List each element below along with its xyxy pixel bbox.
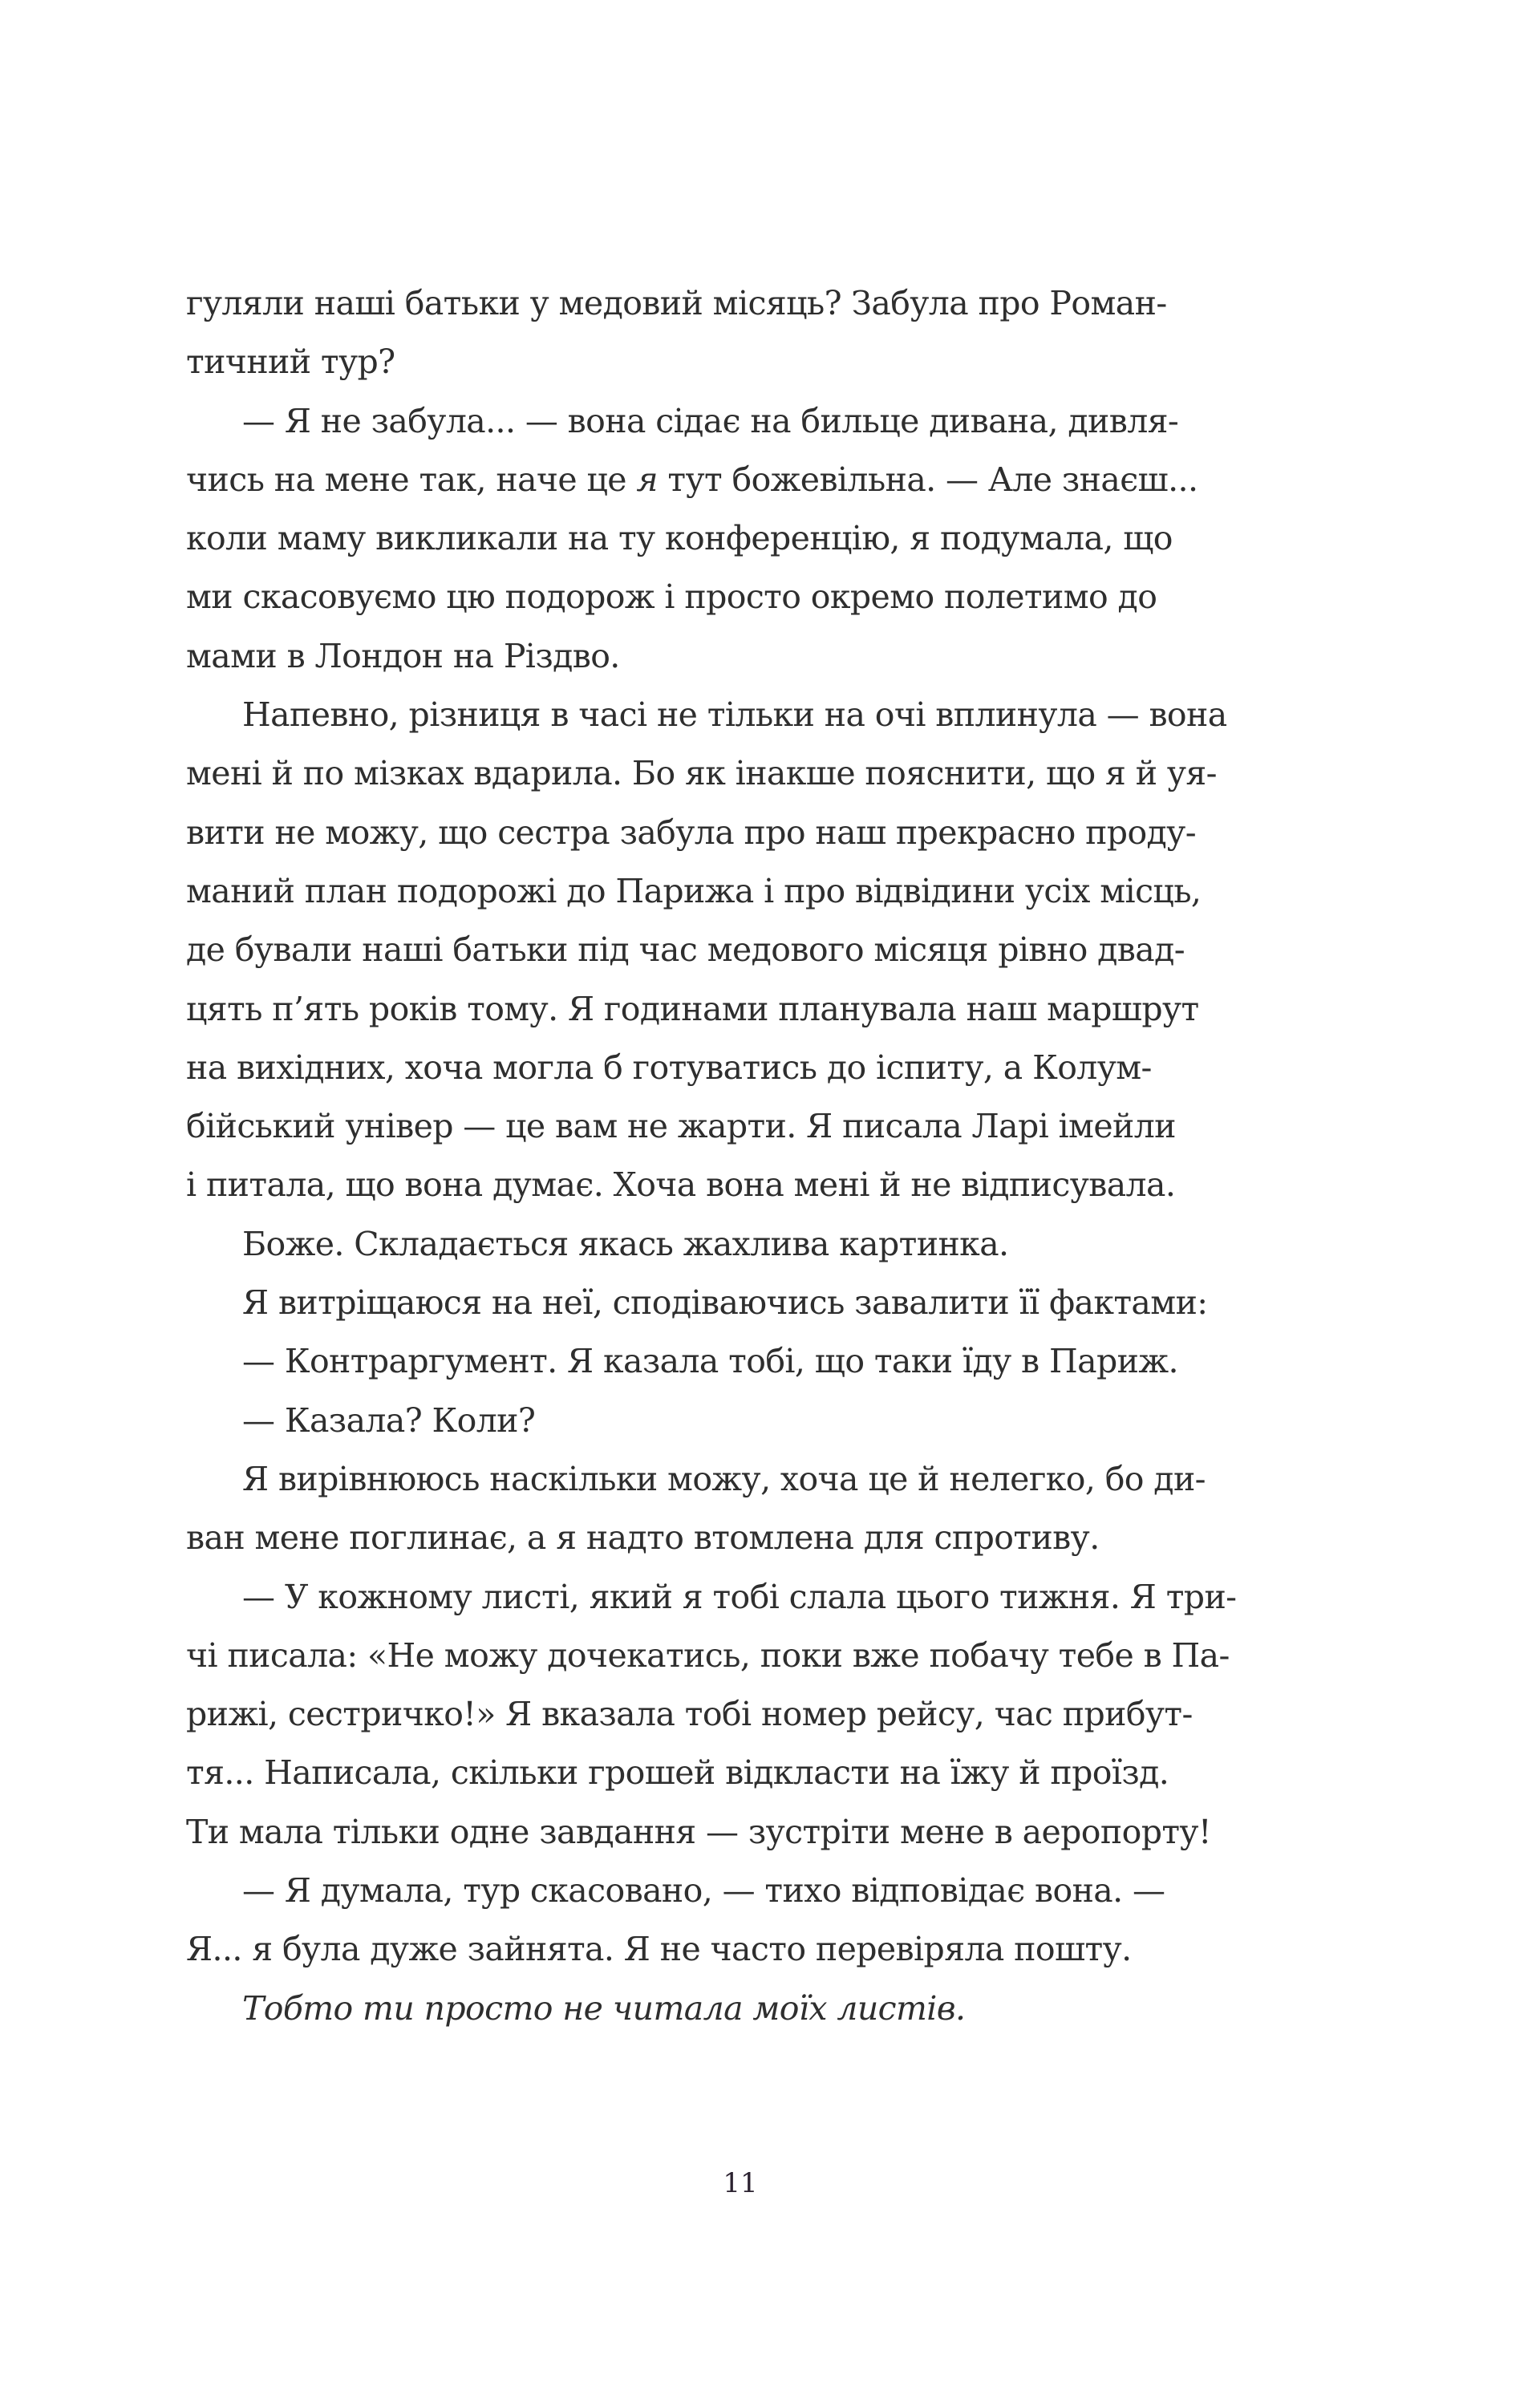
text-line: вити не можу, що сестра забула про наш прекрасно проду- — [186, 812, 1196, 852]
body-text — [186, 274, 1298, 2038]
text-line: — У кожному листі, який я тобі слала цього тижня. Я три- — [242, 1577, 1237, 1616]
text-line: Напевно, різниця в часі не тільки на очі вплинула — вона — [242, 695, 1227, 735]
text-line: — Я думала, тур скасовано, — тихо відповідає вона. — — [242, 1871, 1165, 1911]
text-line: тя... Написала, скільки грошей відкласти на їжу й проїзд. — [186, 1753, 1169, 1793]
text-line: на вихідних, хоча могла б готуватись до іспиту, а Колум- — [186, 1048, 1152, 1087]
text-line: ван мене поглинає, а я надто втомлена для спротиву. — [186, 1518, 1100, 1558]
text-line: рижі, сестричко!» Я вказала тобі номер рейсу, час прибут- — [186, 1695, 1193, 1734]
text-line: — Контраргумент. Я казала тобі, що таки їду в Париж. — [242, 1342, 1178, 1381]
text-line: мами в Лондон на Різдво. — [186, 636, 620, 675]
text-line: Я вирівнююсь наскільки можу, хоча це й нелегко, бо ди- — [242, 1459, 1206, 1498]
emphasis: Тобто ти просто не читала моїх листів. — [242, 1988, 966, 2028]
text-line-italic — [186, 1980, 1298, 2038]
text-line: коли маму викликали на ту конференцію, я подумала, що — [186, 519, 1173, 558]
text-line: ми скасовуємо цю подорож і просто окремо полетимо до — [186, 577, 1157, 617]
page-number: 11 — [723, 2167, 758, 2199]
text-line: Я... я була дуже зайнята. Я не часто перевіряла пошту. — [186, 1930, 1132, 1969]
text-line: бійський універ — це вам не жарти. Я писала Ларі імейли — [186, 1107, 1176, 1146]
text-line: тичний тур? — [186, 342, 395, 382]
text-line: гуляли наші батьки у медовий місяць? Забула про Роман- — [186, 284, 1167, 322]
text-line: цять п’ять років тому. Я годинами планувала наш маршрут — [186, 989, 1199, 1028]
emphasis: я — [636, 460, 658, 499]
text-line: Боже. Складається якась жахлива картинка. — [242, 1224, 1009, 1263]
text-line: чись на мене так, наче це я тут божевільна. — Але знаєш... — [186, 460, 1198, 499]
text-line: маний план подорожі до Парижа і про відвідини усіх місць, — [186, 871, 1202, 910]
text-line: — Я не забула... — вона сідає на бильце дивана, дивля- — [242, 401, 1179, 440]
text-line: — Казала? Коли? — [242, 1400, 536, 1440]
text-line: і питала, що вона думає. Хоча вона мені й не відписувала. — [186, 1165, 1176, 1205]
text-line: мені й по мізках вдарила. Бо як інакше пояснити, що я й уя- — [186, 754, 1217, 793]
text-line: чі писала: «Не можу дочекатись, поки вже побачу тебе в Па- — [186, 1635, 1230, 1675]
text-line: де бували наші батьки під час медового місяця рівно двад- — [186, 930, 1185, 970]
text-line: Я витріщаюся на неї, сподіваючись завалити її фактами: — [242, 1283, 1208, 1323]
text-line: Ти мала тільки одне завдання — зустріти мене в аеропорту! — [186, 1812, 1211, 1851]
